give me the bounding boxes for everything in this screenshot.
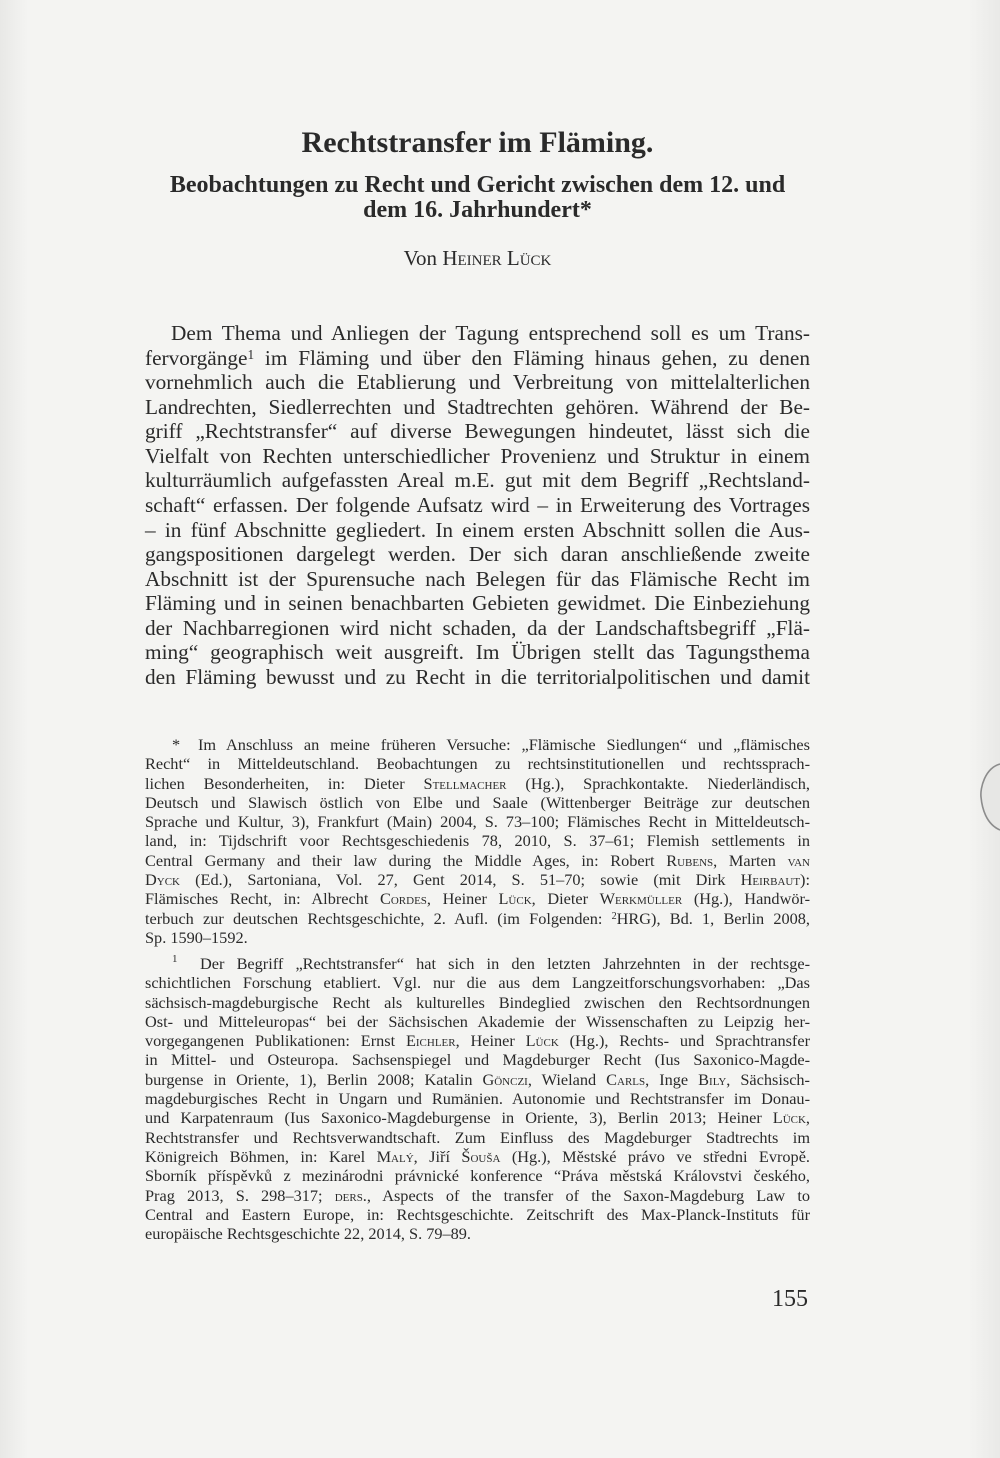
- text-run: Ost- und Mitteleuropas“ bei der Sächsischen Akademie der Wissenschaften zu Leipzig her-: [145, 1011, 810, 1031]
- text-run: Sp. 1590–1592.: [145, 927, 248, 947]
- body-text-line: [145, 665, 810, 690]
- binder-ring-artifact: [978, 762, 1000, 832]
- text-run: (Ed.), Sartoniana, Vol. 27, Gent 2014, S. 51–70; sowie (mit Dirk: [179, 870, 741, 890]
- body-text-line: [145, 444, 810, 469]
- text-run: (Hg.), Sprachkontakte. Niederländisch,: [506, 773, 811, 793]
- text-run: , Aspects of the transfer of the Saxon-Magdeburg Law to: [366, 1185, 810, 1205]
- small-caps-name: Werkmüller: [599, 889, 683, 909]
- small-caps-name: Carls: [606, 1069, 646, 1089]
- page-number: 155: [772, 1286, 808, 1312]
- footnote-marker: *: [172, 735, 181, 754]
- text-run: burgense in Oriente, 1), Berlin 2008; Katalin: [145, 1069, 483, 1089]
- text-run: , Inge: [645, 1069, 699, 1089]
- text-run: (Hg.), Městské právo ve středni Evropě.: [500, 1146, 810, 1166]
- small-caps-name: Rubens: [666, 850, 714, 870]
- small-caps-name: Bily: [698, 1069, 727, 1089]
- footnote-line: [145, 1166, 810, 1185]
- body-paragraph: [145, 321, 810, 689]
- text-run: in Mittel- und Osteuropa. Sachsenspiegel und Magdeburger Recht (Ius Saxonico-Magde-: [145, 1050, 810, 1070]
- text-run: fervorgänge: [145, 345, 248, 370]
- footnote-text: [145, 954, 810, 1243]
- text-run: kulturräumlich aufgefassten Areal m.E. gut mit dem Begriff „Rechtsland-: [145, 468, 810, 493]
- body-text-line: [145, 419, 810, 444]
- footnote-line: [145, 954, 810, 973]
- small-caps-name: Lück: [772, 1108, 806, 1128]
- text-run: Sborník příspěvků z mezinárodni právnické konference “Práva městská Královstvi českého,: [145, 1166, 810, 1186]
- small-caps-name: Lück: [525, 1031, 559, 1051]
- text-run: magdeburgisches Recht in Ungarn und Rumänien. Autonomie und Rechtstransfer im Donau-: [145, 1089, 810, 1109]
- footnote-line: [145, 774, 810, 793]
- text-run: (Hg.), Rechts- und Sprachtransfer: [558, 1031, 810, 1051]
- subtitle-line: dem 16. Jahrhundert*: [363, 197, 592, 223]
- body-text-line: [145, 321, 810, 346]
- text-run: , Marten: [713, 850, 788, 870]
- text-run: Dem Thema und Anliegen der Tagung entsprechend soll es um Trans-: [171, 321, 810, 345]
- footnote-line: [145, 1031, 810, 1050]
- footnote-line: [145, 993, 810, 1012]
- text-run: schaft“ erfassen. Der folgende Aufsatz wird – in Erweiterung des Vortrages: [145, 492, 810, 517]
- author-name: Heiner Lück: [442, 246, 552, 270]
- text-run: Der Begriff „Rechtstransfer“ hat sich in den letzten Jahrzehnten in der rechtsge-: [200, 954, 810, 973]
- text-run: HRG), Bd. 1, Berlin 2008,: [616, 908, 810, 928]
- small-caps-name: Heirbaut: [740, 870, 801, 890]
- text-run: terbuch zur deutschen Rechtsgeschichte, 2. Aufl. (im Folgenden:: [145, 908, 612, 928]
- footnote-line: [145, 1012, 810, 1031]
- text-run: , Sächsisch-: [726, 1069, 810, 1089]
- body-text-line: [145, 567, 810, 592]
- small-caps-name: Dyck: [145, 870, 180, 890]
- text-run: Im Anschluss an meine früheren Versuche: „Flämische Siedlungen“ und „flämisches: [198, 735, 810, 754]
- article-title: Rechtstransfer im Fläming.: [301, 126, 654, 159]
- footnote-line: [145, 1186, 810, 1205]
- body-text-line: [145, 640, 810, 665]
- author-prefix: Von: [403, 246, 438, 270]
- footnote-1: [145, 954, 810, 1243]
- text-run: (Hg.), Handwör-: [682, 889, 810, 909]
- small-caps-name: Lück: [498, 889, 532, 909]
- small-caps-name: Stellmacher: [423, 773, 507, 793]
- superscript-reference: 2: [611, 911, 617, 923]
- text-run: den Fläming bewusst und zu Recht in die territorialpolitischen und damit: [145, 664, 810, 689]
- body-text-line: [145, 468, 810, 493]
- footnote-line: [145, 754, 810, 773]
- article-subtitle: [145, 173, 810, 223]
- text-run: sächsisch-magdeburgische Recht als kulturelles Bindeglied zwischen den Rechtsordnungen: [145, 992, 810, 1012]
- small-caps-name: Šouša: [461, 1146, 501, 1166]
- body-text-line: [145, 346, 810, 371]
- footnote-line: [145, 1108, 810, 1127]
- text-run: – in fünf Abschnitte gegliedert. In einem ersten Abschnitt sollen die Aus-: [145, 517, 810, 542]
- footnote-line: [145, 870, 810, 889]
- footnote-line: [145, 1070, 810, 1089]
- text-run: europäische Rechtsgeschichte 22, 2014, S. 79–89.: [145, 1224, 472, 1244]
- text-run: ming“ geographisch weit ausgreift. Im Übrigen stellt das Tagungsthema: [145, 640, 810, 665]
- text-run: lichen Besonderheiten, in: Dieter: [145, 773, 424, 793]
- text-run: Abschnitt ist der Spurensuche nach Belegen für das Flämische Recht im: [145, 566, 810, 591]
- text-run: Recht“ in Mitteldeutschland. Beobachtungen zu rechtsinstitutionellen und rechtssprach-: [145, 754, 810, 774]
- footnote-line: [145, 889, 810, 908]
- footnote-line: [145, 1050, 810, 1069]
- author-line: [145, 245, 810, 271]
- footnote-line: [145, 1128, 810, 1147]
- text-run: Deutsch und Slawisch östlich von Elbe und Saale (Wittenberger Beiträge zur deutschen: [145, 792, 810, 812]
- text-run: griff „Rechtstransfer“ auf diverse Bewegungen hindeutet, lässt sich die: [145, 419, 810, 444]
- footnote-line: [145, 793, 810, 812]
- small-caps-name: Malý: [376, 1146, 414, 1166]
- binder-ring-outline: [981, 764, 1000, 830]
- text-run: land, in: Tijdschrift voor Rechtsgeschiedenis 78, 2010, S. 37–61; Flemish settlements in: [145, 831, 810, 851]
- text-run: vornehmlich auch die Etablierung und Verbreitung von mittelalterlichen: [145, 370, 810, 395]
- body-text-line: [145, 370, 810, 395]
- text-run: Fläming und in seinen benachbarten Gebieten gewidmet. Die Einbeziehung: [145, 591, 810, 616]
- small-caps-name: Eichler: [405, 1031, 456, 1051]
- footnote-line: [145, 851, 810, 870]
- footnote-asterisk: [145, 735, 810, 947]
- footnote-line: [145, 1089, 810, 1108]
- text-run: , Heiner: [455, 1031, 526, 1051]
- text-run: , Dieter: [531, 889, 600, 909]
- text-run: gangspositionen dargelegt werden. Der sich daran anschließende zweite: [145, 542, 810, 567]
- text-run: ,: [805, 1108, 810, 1128]
- text-run: Sprache und Kultur, 3), Frankfurt (Main) 2004, S. 73–100; Flämisches Recht in Mitteldeutsch-: [145, 812, 810, 832]
- small-caps-name: Cordes: [379, 889, 427, 909]
- text-run: Rechtstransfer und Rechtsverwandtschaft. Zum Einfluss des Magdeburger Stadtrechts im: [145, 1127, 810, 1147]
- text-run: , Wieland: [527, 1069, 607, 1089]
- footnote-text: [145, 735, 810, 947]
- small-caps-name: van: [787, 850, 810, 870]
- footnote-line: [145, 831, 810, 850]
- text-run: und Karpatenraum (Ius Saxonico-Magdeburgense in Oriente, 3), Berlin 2013; Heiner: [145, 1108, 773, 1128]
- text-run: Central and Eastern Europe, in: Rechtsgeschichte. Zeitschrift des Max-Planck-Instituts für: [145, 1204, 810, 1224]
- small-caps-name: Gönczi: [482, 1069, 528, 1089]
- body-text-line: [145, 591, 810, 616]
- body-text-line: [145, 493, 810, 518]
- text-run: im Fläming und über den Fläming hinaus gehen, zu denen: [254, 345, 810, 370]
- text-run: Königreich Böhmen, in: Karel: [145, 1146, 377, 1166]
- text-run: Landrechten, Siedlerrechten und Stadtrechten gehören. Während der Be-: [145, 394, 810, 419]
- footnote-line: [145, 909, 810, 928]
- footnote-line: [145, 1205, 810, 1224]
- text-run: , Heiner: [426, 889, 499, 909]
- superscript-reference: 1: [247, 346, 255, 362]
- text-run: schichtlichen Forschung etabliert. Vgl. nur die aus dem Langzeitforschungsvorhaben: „Das: [145, 973, 810, 993]
- footnote-line: [145, 812, 810, 831]
- text-run: Central Germany and their law during the Middle Ages, in: Robert: [145, 850, 667, 870]
- body-text-line: [145, 616, 810, 641]
- text-run: Prag 2013, S. 298–317;: [145, 1185, 335, 1205]
- footnote-line: [145, 735, 810, 754]
- footnote-marker: 1: [172, 953, 178, 965]
- text-run: der Nachbarregionen wird nicht schaden, da der Landschaftsbegriff „Flä-: [145, 615, 810, 640]
- footnote-line: [145, 1147, 810, 1166]
- text-run: Flämisches Recht, in: Albrecht: [145, 889, 380, 909]
- footnote-line: [145, 973, 810, 992]
- footnote-line: [145, 1224, 810, 1243]
- small-caps-name: ders.: [334, 1185, 367, 1205]
- body-text-line: [145, 542, 810, 567]
- text-run: Vielfalt von Rechten unterschiedlicher Provenienz und Struktur in einem: [145, 443, 810, 468]
- body-text-line: [145, 518, 810, 543]
- text-run: ):: [800, 870, 810, 890]
- text-run: , Jiří: [413, 1146, 462, 1166]
- subtitle-line: Beobachtungen zu Recht und Gericht zwischen dem 12. und: [169, 172, 786, 198]
- footnote-line: [145, 928, 810, 947]
- body-text-line: [145, 395, 810, 420]
- text-run: vorgegangenen Publikationen: Ernst: [145, 1031, 406, 1051]
